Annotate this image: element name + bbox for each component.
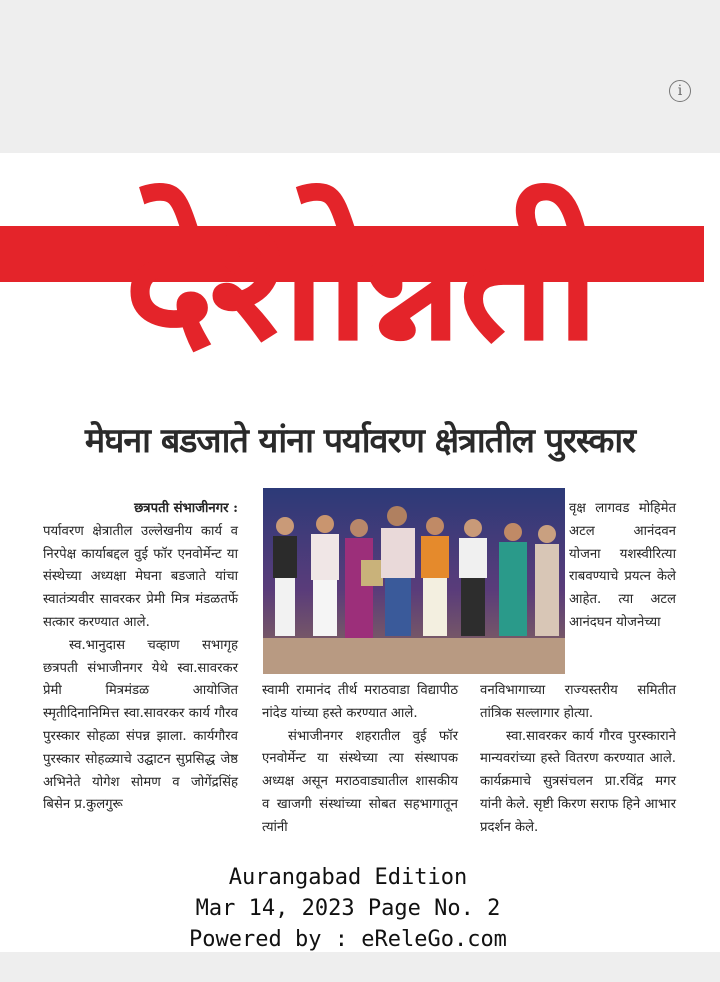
top-toolbar	[0, 0, 720, 153]
powered-by: Powered by : eReleGo.com	[189, 927, 507, 952]
paragraph: स्व.भानुदास चव्हाण सभागृह छत्रपती संभाजीनगर येथे स्वा.सावरकर प्रेमी मित्रमंडळ आयोजित स्मृतीदिनानिमित्त स्वा.सावरकर कार्य गौरव पुरस्कार सोहळा संपन्न झाला. कार्यगौरव पुरस्कार सोहळ्याचे उद्घाटन सुप्रसिद्ध जेष्ठ अभिनेते योगेश सोमण व जोगेंद्रसिंह बिसेन प्र.कुलगुरू	[43, 637, 238, 813]
paragraph: पर्यावरण क्षेत्रातील उल्लेखनीय कार्य व निरपेक्ष कार्याबद्दल वुई फॉर एनवोर्मेन्ट या संस्थेच्या अध्यक्षा मेघना बडजाते यांचा स्वातंत्र्यवीर सावरकर प्रेमी मित्र मंडळतर्फे सत्कार करण्यात आले.	[43, 523, 238, 630]
paragraph: स्वा.सावरकर कार्य गौरव पुरस्काराने मान्यवरांच्या हस्ते वितरण करण्यात आले. कार्यक्रमाचे सुत्रसंचलन प्रा.रविंद्र मगर यांनी केले. सृष्टी किरण सराफ हिने आभार प्रदर्शन केले.	[480, 728, 676, 835]
article-column-1	[43, 498, 238, 817]
article-column-3-top	[569, 498, 676, 635]
article-column-3	[480, 680, 676, 840]
edition-footer	[0, 862, 696, 955]
article-column-2	[262, 680, 458, 840]
award-ceremony-photo	[263, 488, 565, 674]
newspaper-title: देशोन्नती	[124, 181, 596, 379]
paragraph: संभाजीनगर शहरातील वुई फॉर एनवोर्मेन्ट या संस्थेच्या त्या संस्थापक अध्यक्ष असून मराठवाड्यातील शासकीय व खाजगी संस्थांच्या सोबत सहभागातून त्यांनी	[262, 728, 458, 835]
paragraph: वनविभागाच्या राज्यस्तरीय समितीत तांत्रिक सल्लागार होत्या.	[480, 683, 676, 721]
edition-date: Mar 14, 2023 Page No. 2	[195, 896, 501, 921]
photo-illustration	[263, 488, 565, 674]
article-headline: मेघना बडजाते यांना पर्यावरण क्षेत्रातील पुरस्कार	[84, 421, 636, 461]
dateline: छत्रपती संभाजीनगर :	[134, 501, 238, 516]
info-icon[interactable]: i	[669, 80, 691, 102]
edition-name: Aurangabad Edition	[228, 865, 468, 890]
bottom-toolbar	[0, 952, 720, 982]
paragraph: स्वामी रामानंद तीर्थ मराठवाडा विद्यापीठ नांदेड यांच्या हस्ते करण्यात आले.	[262, 683, 458, 721]
paragraph: वृक्ष लागवड मोहिमेत अटल आनंदवन योजना यशस्वीरित्या राबवण्याचे प्रयत्न केले आहेत. त्या अटल आनंदघन योजनेच्या	[569, 501, 676, 630]
